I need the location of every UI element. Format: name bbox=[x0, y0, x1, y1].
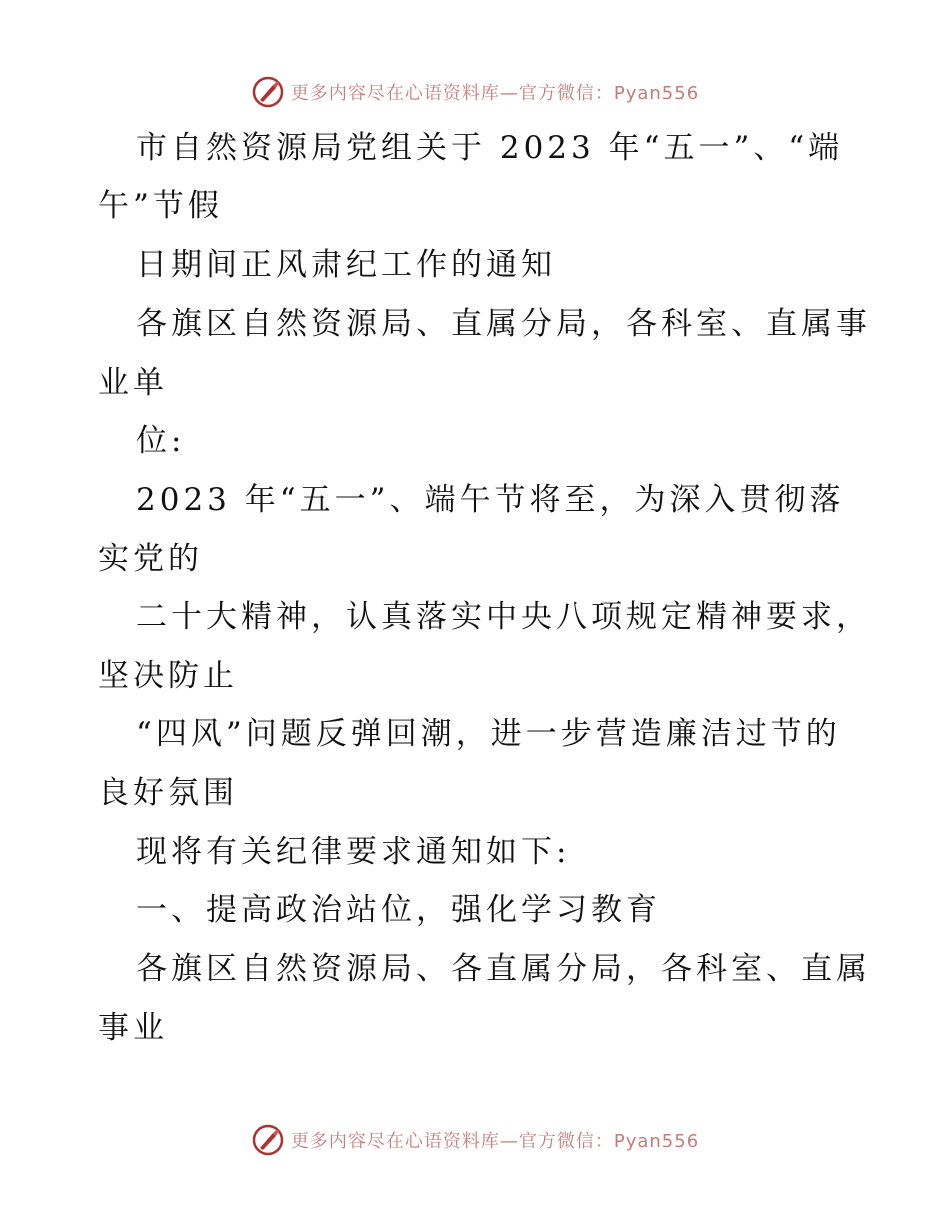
doc-line-14: 一、提高政治站位，强化学习教育 bbox=[136, 892, 661, 928]
doc-line-9: 二十大精神，认真落实中央八项规定精神要求， bbox=[136, 599, 871, 635]
doc-line-8: 实党的 bbox=[98, 541, 203, 577]
doc-line-5: 业单 bbox=[98, 365, 168, 401]
doc-line-11: “四风”问题反弹回潮，进一步营造廉洁过节的 bbox=[136, 716, 841, 752]
doc-line-15: 各旗区自然资源局、各直属分局，各科室、直属 bbox=[136, 951, 871, 987]
doc-line-1: 市自然资源局党组关于 2023 年“五一”、“端 bbox=[136, 130, 844, 166]
doc-line-13: 现将有关纪律要求通知如下: bbox=[136, 834, 571, 870]
watermark-footer bbox=[0, 1120, 950, 1160]
doc-line-16: 事业 bbox=[98, 1010, 168, 1046]
doc-line-3: 日期间正风肃纪工作的通知 bbox=[136, 247, 556, 283]
quill-logo-icon bbox=[251, 1123, 285, 1157]
doc-line-7: 2023 年“五一”、端午节将至，为深入贯彻落 bbox=[136, 482, 845, 518]
doc-line-6: 位: bbox=[136, 423, 186, 459]
doc-line-2: 午”节假 bbox=[98, 188, 223, 224]
doc-line-4: 各旗区自然资源局、直属分局，各科室、直属事 bbox=[136, 306, 871, 342]
watermark-text: 更多内容尽在心语资料库—官方微信：Pyan556 bbox=[290, 1131, 700, 1152]
doc-line-10: 坚决防止 bbox=[98, 658, 238, 694]
watermark-text: 更多内容尽在心语资料库—官方微信：Pyan556 bbox=[290, 83, 700, 104]
doc-line-12: 良好氛围 bbox=[98, 775, 238, 811]
